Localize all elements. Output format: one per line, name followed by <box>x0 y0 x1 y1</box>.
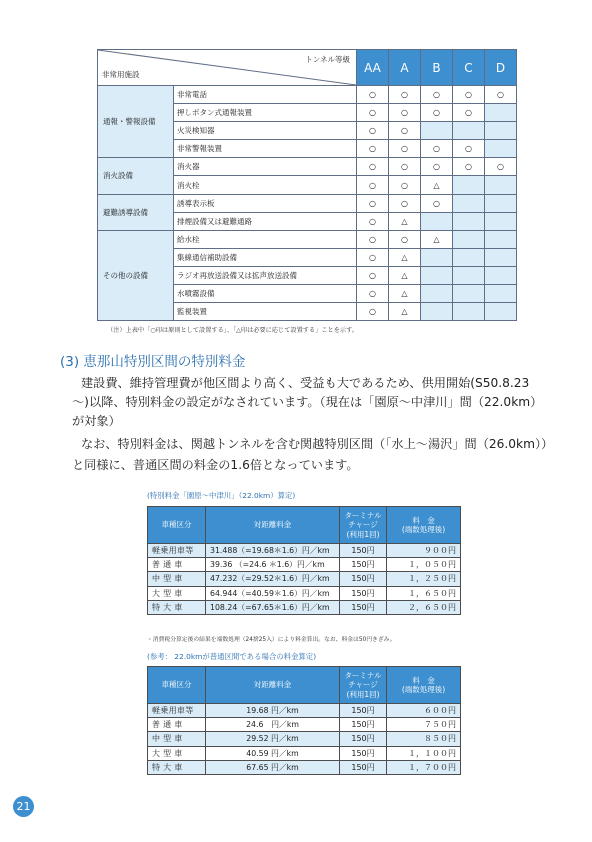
grade-mark: ○ <box>357 285 389 303</box>
facility-name: 火災検知器 <box>174 122 357 140</box>
grade-b: B <box>421 50 453 86</box>
grade-mark: △ <box>389 212 421 230</box>
distance-fee-header: 対距離料金 <box>206 507 340 544</box>
vehicle-class: 普 通 車 <box>148 718 206 732</box>
grade-mark <box>453 122 485 140</box>
distance-fee: 47.232（=29.52＊1.6）円／km <box>206 572 340 586</box>
facility-name: 消火器 <box>174 158 357 176</box>
grade-mark: ○ <box>453 158 485 176</box>
grade-mark: ○ <box>357 303 389 321</box>
terminal-charge: 150円 <box>340 544 387 558</box>
grade-mark: ○ <box>357 230 389 248</box>
fee-row <box>148 600 461 614</box>
facility-name: 消火栓 <box>174 176 357 194</box>
grade-mark: ○ <box>357 176 389 194</box>
terminal-charge: 150円 <box>340 746 387 760</box>
facility-row <box>98 158 517 176</box>
reference-fee-body <box>148 704 461 775</box>
paragraph-line: なお、特別料金は、関越トンネルを含む関越特別区間（「水上〜湯沢」間（26.0km）） <box>81 437 554 451</box>
grade-mark <box>421 122 453 140</box>
fee-row <box>148 572 461 586</box>
fee-row <box>148 760 461 774</box>
grade-mark: △ <box>421 176 453 194</box>
page-number: 21 <box>13 796 34 817</box>
grade-mark <box>453 285 485 303</box>
facility-table-note: （注）上表中「○印は原則として設置する」、「△印は必要に応じて設置する」ことを示す。 <box>107 327 358 334</box>
reference-caption: (参考： 22.0kmが普通区間である場合の料金算定) <box>147 652 317 661</box>
grade-mark <box>485 122 517 140</box>
vehicle-class: 特 大 車 <box>148 760 206 774</box>
grade-mark: ○ <box>389 194 421 212</box>
facility-name: 給水栓 <box>174 230 357 248</box>
terminal-charge-header: ターミナル チャージ (利用1回) <box>340 507 387 544</box>
grade-mark: ○ <box>421 86 453 104</box>
reference-fee-table <box>147 666 461 775</box>
grade-mark: ○ <box>389 86 421 104</box>
fee-amount: ２，６５０円 <box>387 600 461 614</box>
grade-mark <box>421 303 453 321</box>
special-fee-table <box>147 506 461 615</box>
facility-name: 水噴霧設備 <box>174 285 357 303</box>
paragraph-line: と同様に、普通区間の料金の1.6倍となっています。 <box>72 458 359 472</box>
grade-mark <box>485 230 517 248</box>
reference-header-row <box>148 667 461 704</box>
grade-mark <box>485 140 517 158</box>
grade-mark: ○ <box>357 158 389 176</box>
fee-row <box>148 746 461 760</box>
terminal-charge: 150円 <box>340 718 387 732</box>
vehicle-class: 特 大 車 <box>148 600 206 614</box>
facility-table-body <box>98 86 517 321</box>
vehicle-class-header: 車種区分 <box>148 507 206 544</box>
fee-amount: １，２５０円 <box>387 572 461 586</box>
grade-d: D <box>485 50 517 86</box>
grade-mark: △ <box>389 285 421 303</box>
distance-fee: 108.24（=67.65＊1.6）円／km <box>206 600 340 614</box>
vehicle-class: 軽乗用車等 <box>148 704 206 718</box>
fee-amount: １，６５０円 <box>387 586 461 600</box>
vehicle-class: 中 型 車 <box>148 572 206 586</box>
grade-mark: △ <box>389 303 421 321</box>
grade-mark: ○ <box>453 140 485 158</box>
grade-mark: ○ <box>389 230 421 248</box>
fee-amount: ８５０円 <box>387 732 461 746</box>
vehicle-class: 大 型 車 <box>148 586 206 600</box>
vehicle-class: 大 型 車 <box>148 746 206 760</box>
grade-mark: △ <box>421 230 453 248</box>
facility-category: 避難誘導設備 <box>98 194 174 230</box>
grade-mark: ○ <box>357 140 389 158</box>
terminal-charge: 150円 <box>340 760 387 774</box>
facility-name: 非常警報装置 <box>174 140 357 158</box>
facility-table-header-row <box>98 50 517 86</box>
vehicle-class: 中 型 車 <box>148 732 206 746</box>
grade-mark <box>485 212 517 230</box>
grade-mark: △ <box>389 248 421 266</box>
distance-fee: 24.6 円／km <box>206 718 340 732</box>
facility-row <box>98 230 517 248</box>
grade-mark <box>485 194 517 212</box>
distance-fee: 29.52 円／km <box>206 732 340 746</box>
distance-fee: 19.68 円／km <box>206 704 340 718</box>
grade-mark <box>485 266 517 284</box>
grade-mark: ○ <box>485 158 517 176</box>
facility-name: 監視装置 <box>174 303 357 321</box>
grade-mark: ○ <box>485 86 517 104</box>
fee-amount: ９００円 <box>387 544 461 558</box>
grade-mark <box>485 303 517 321</box>
grade-mark <box>453 176 485 194</box>
facility-name: 押しボタン式通報装置 <box>174 104 357 122</box>
distance-fee: 67.65 円／km <box>206 760 340 774</box>
fee-amount: １，７００円 <box>387 760 461 774</box>
fee-header: 料 金 (端数処理後) <box>387 667 461 704</box>
paragraph-line: が対象） <box>72 414 121 428</box>
fee-row <box>148 704 461 718</box>
grade-mark: ○ <box>421 104 453 122</box>
grade-mark: ○ <box>357 212 389 230</box>
fee-amount: １，０５０円 <box>387 558 461 572</box>
facility-name: 非常電話 <box>174 86 357 104</box>
facility-category: 通報・警報設備 <box>98 86 174 158</box>
grade-mark <box>485 104 517 122</box>
grade-mark <box>485 176 517 194</box>
grade-mark: ○ <box>421 158 453 176</box>
grade-mark <box>453 194 485 212</box>
terminal-charge: 150円 <box>340 704 387 718</box>
facility-name: 誘導表示板 <box>174 194 357 212</box>
section-title: (3) 恵那山特別区間の特別料金 <box>60 354 246 370</box>
vehicle-class-header: 車種区分 <box>148 667 206 704</box>
terminal-charge: 150円 <box>340 600 387 614</box>
tunnel-grade-label: トンネル等級 <box>305 55 350 64</box>
special-fee-body <box>148 544 461 615</box>
grade-mark: ○ <box>389 122 421 140</box>
grade-mark: ○ <box>421 140 453 158</box>
vehicle-class: 軽乗用車等 <box>148 544 206 558</box>
fee-row <box>148 718 461 732</box>
grade-mark <box>485 285 517 303</box>
grade-mark <box>453 303 485 321</box>
grade-mark <box>453 212 485 230</box>
grade-mark: ○ <box>357 248 389 266</box>
grade-mark <box>421 212 453 230</box>
grade-mark: ○ <box>357 104 389 122</box>
facility-name: 排煙設備又は避難通路 <box>174 212 357 230</box>
distance-fee: 31.488（=19.68＊1.6）円／km <box>206 544 340 558</box>
distance-fee-header: 対距離料金 <box>206 667 340 704</box>
fee-header: 料 金 (端数処理後) <box>387 507 461 544</box>
grade-a: A <box>389 50 421 86</box>
special-fee-caption: (特別料金「園原〜中津川」（22.0km）算定) <box>147 491 296 500</box>
distance-fee: 40.59 円／km <box>206 746 340 760</box>
grade-c: C <box>453 50 485 86</box>
fee-row <box>148 558 461 572</box>
fee-amount: ６００円 <box>387 704 461 718</box>
grade-mark: ○ <box>357 194 389 212</box>
facility-row <box>98 86 517 104</box>
distance-fee: 64.944（=40.59＊1.6）円／km <box>206 586 340 600</box>
grade-mark <box>453 230 485 248</box>
fee-row <box>148 544 461 558</box>
facility-name: 集線通信補助設備 <box>174 248 357 266</box>
vehicle-class: 普 通 車 <box>148 558 206 572</box>
terminal-charge-header: ターミナル チャージ (利用1回) <box>340 667 387 704</box>
paragraph-line: 建設費、維持管理費が他区間より高く、受益も大であるため、供用開始(S50.8.23 <box>81 376 530 390</box>
grade-mark: ○ <box>357 122 389 140</box>
grade-mark: △ <box>389 266 421 284</box>
grade-mark: ○ <box>453 86 485 104</box>
facility-row <box>98 194 517 212</box>
facility-table <box>97 49 517 321</box>
terminal-charge: 150円 <box>340 558 387 572</box>
diagonal-header-cell <box>98 50 357 86</box>
grade-mark: ○ <box>389 176 421 194</box>
grade-mark: ○ <box>389 140 421 158</box>
grade-mark: ○ <box>389 158 421 176</box>
fee-amount: ７５０円 <box>387 718 461 732</box>
emergency-facility-label: 非常用施設 <box>102 70 140 79</box>
grade-mark <box>421 285 453 303</box>
terminal-charge: 150円 <box>340 572 387 586</box>
special-fee-header-row <box>148 507 461 544</box>
paragraph-line: 〜)以降、特別料金の設定がなされています。（現在は「園原〜中津川」間（22.0km） <box>72 395 543 409</box>
grade-mark <box>421 248 453 266</box>
facility-name: ラジオ再放送設備又は拡声放送設備 <box>174 266 357 284</box>
distance-fee: 39.36 （=24.6 ＊1.6）円／km <box>206 558 340 572</box>
facility-category: その他の設備 <box>98 230 174 320</box>
grade-mark: ○ <box>389 104 421 122</box>
grade-mark <box>485 248 517 266</box>
fee-row <box>148 586 461 600</box>
facility-category: 消火設備 <box>98 158 174 194</box>
grade-mark <box>453 248 485 266</box>
terminal-charge: 150円 <box>340 586 387 600</box>
fee-amount: １，１００円 <box>387 746 461 760</box>
grade-mark: ○ <box>357 266 389 284</box>
grade-mark <box>421 266 453 284</box>
special-fee-note: ・消費税分算定後の結果を端数処理（24捨25入）により料金算出。なお、料金は50円きざみ。 <box>147 637 396 643</box>
terminal-charge: 150円 <box>340 732 387 746</box>
grade-mark: ○ <box>453 104 485 122</box>
fee-row <box>148 732 461 746</box>
grade-mark: ○ <box>421 194 453 212</box>
grade-mark <box>453 266 485 284</box>
grade-aa: AA <box>357 50 389 86</box>
grade-mark: ○ <box>357 86 389 104</box>
